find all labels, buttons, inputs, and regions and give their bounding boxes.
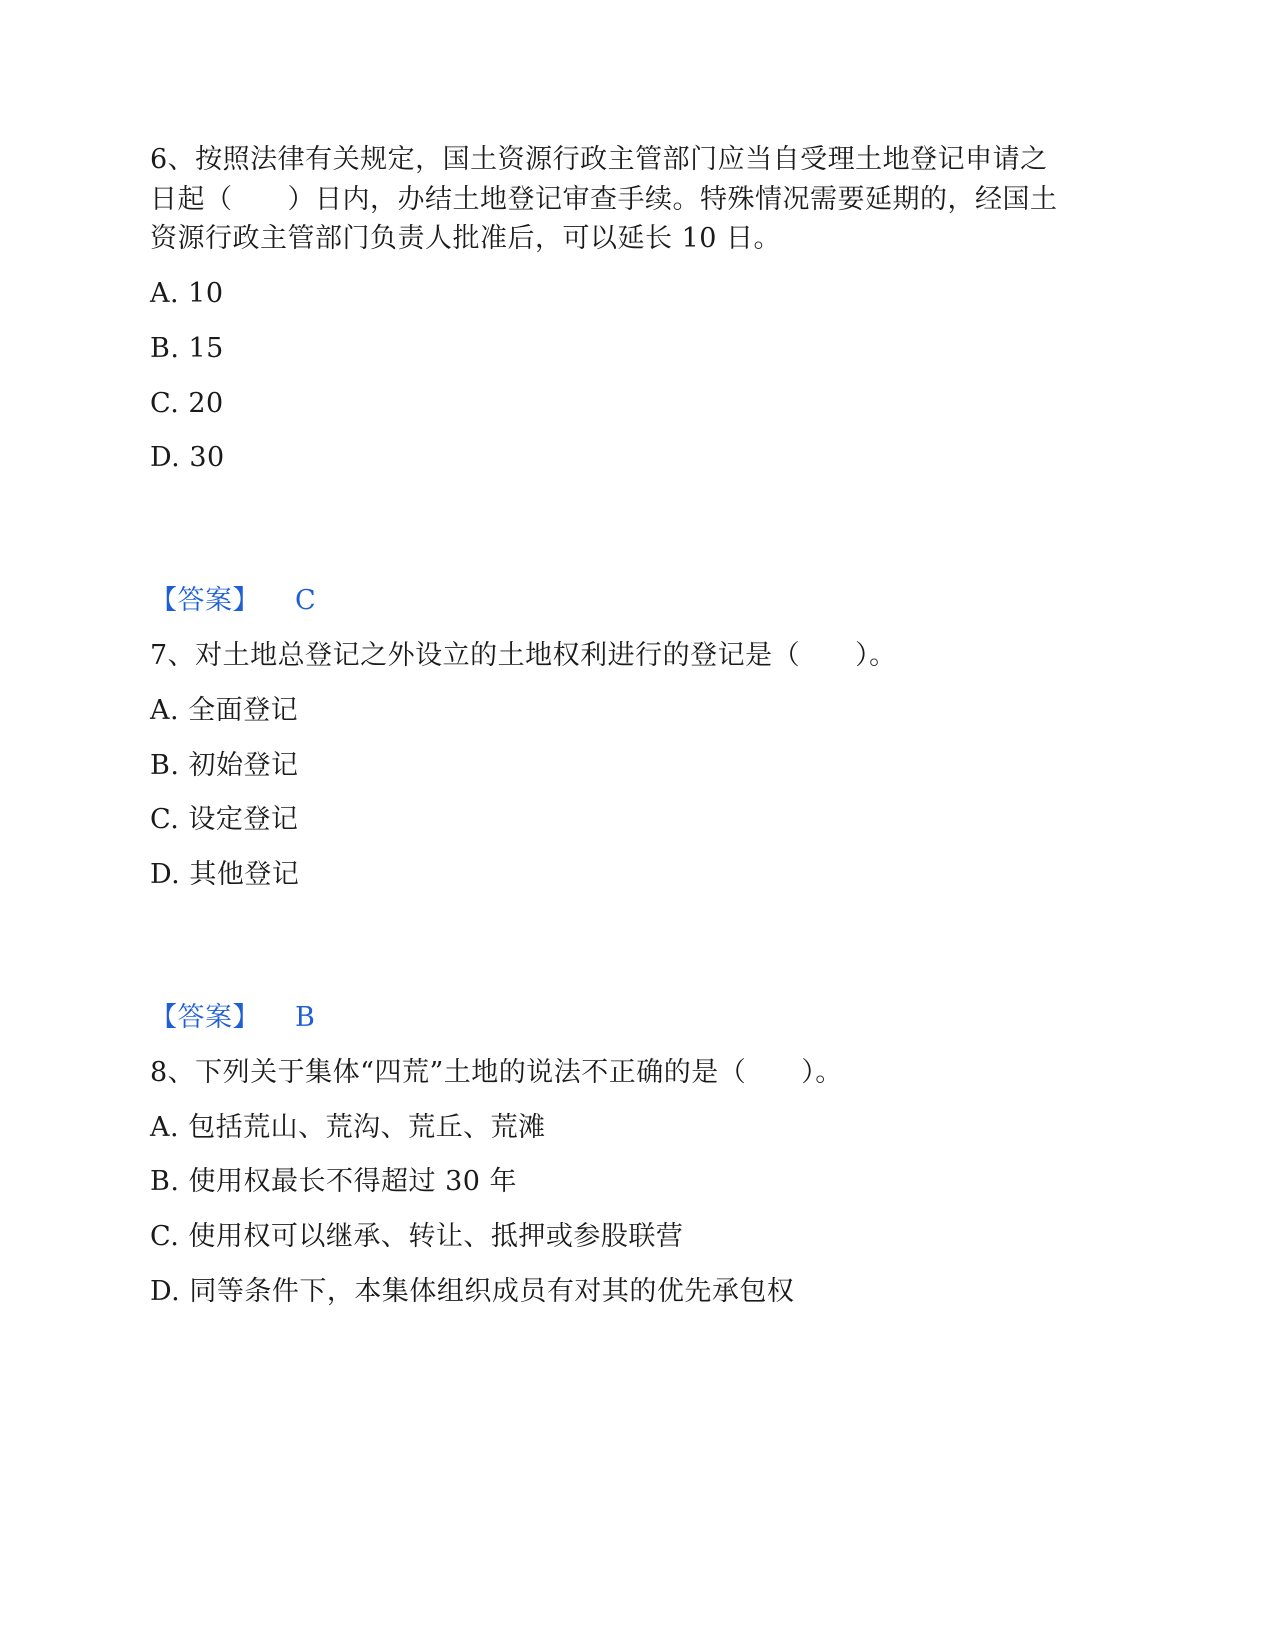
question-8-option-b: B. 使用权最长不得超过 30 年 bbox=[150, 1166, 518, 1197]
question-7-option-a: A. 全面登记 bbox=[150, 695, 299, 726]
answer-label: 【答案】 bbox=[150, 585, 260, 616]
answer-value: B bbox=[295, 1002, 316, 1033]
answer-value: C bbox=[295, 585, 317, 616]
question-8-option-a: A. 包括荒山、荒沟、荒丘、荒滩 bbox=[150, 1112, 546, 1143]
question-6-answer-row bbox=[150, 581, 317, 621]
question-6-stem-line-2: 日起（ ）日内，办结土地登记审查手续。特殊情况需要延期的，经国土 bbox=[150, 184, 1058, 215]
question-7-option-c: C. 设定登记 bbox=[150, 804, 299, 835]
question-6-option-a: A. 10 bbox=[150, 278, 224, 309]
question-6-stem-line-3: 资源行政主管部门负责人批准后，可以延长 10 日。 bbox=[150, 223, 782, 254]
question-6-option-c: C. 20 bbox=[150, 388, 224, 419]
question-8-stem-line-1: 8、下列关于集体“四荒”土地的说法不正确的是（ ）。 bbox=[150, 1057, 843, 1088]
question-7-stem-line-1: 7、对土地总登记之外设立的土地权利进行的登记是（ ）。 bbox=[150, 640, 897, 671]
question-6-stem-line-1: 6、按照法律有关规定，国土资源行政主管部门应当自受理土地登记申请之 bbox=[150, 144, 1048, 175]
question-8-option-d: D. 同等条件下，本集体组织成员有对其的优先承包权 bbox=[150, 1276, 795, 1307]
answer-label: 【答案】 bbox=[150, 1002, 260, 1033]
question-6-option-b: B. 15 bbox=[150, 333, 224, 364]
question-8-option-c: C. 使用权可以继承、转让、抵押或参股联营 bbox=[150, 1221, 684, 1252]
question-7-answer-row bbox=[150, 998, 316, 1038]
question-7-option-d: D. 其他登记 bbox=[150, 859, 300, 890]
question-6-option-d: D. 30 bbox=[150, 442, 225, 473]
question-7-option-b: B. 初始登记 bbox=[150, 750, 299, 781]
